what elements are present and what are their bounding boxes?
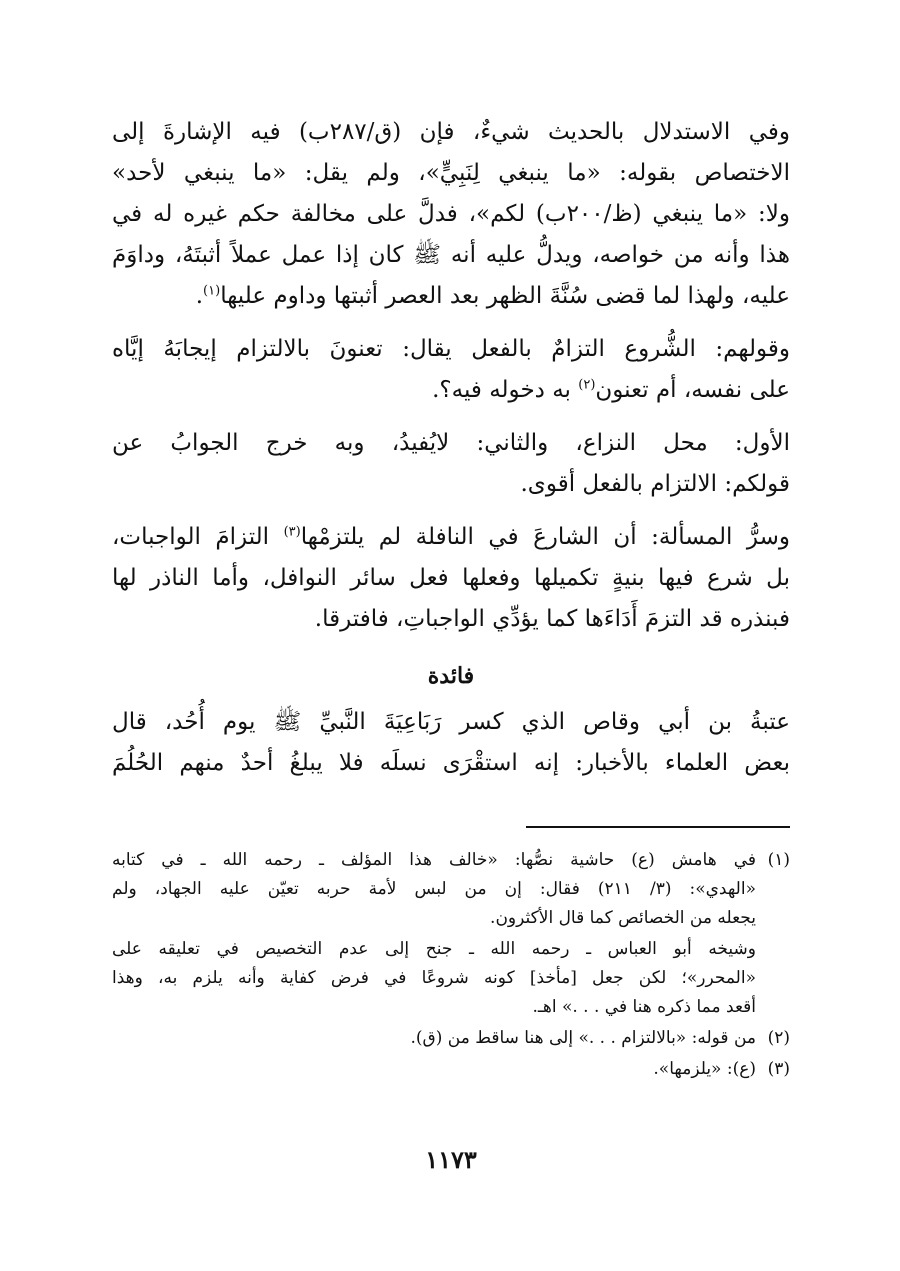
text-line: بل شرع فيها بنيةٍ تكميلها وفعلها فعل سائر النوافل، وأما الناذر لها (112, 565, 790, 591)
text-line: وقولهم: الشُّروع التزامٌ بالفعل يقال: تعنونَ بالالتزام إيجابَهُ إيَّاه (112, 336, 790, 362)
line-text: التزامَ الواجبات، (112, 524, 270, 550)
footnote-number: (١) (767, 850, 790, 870)
book-page (112, 112, 790, 1231)
line-text: به دخوله فيه؟. (432, 377, 571, 403)
text-line (112, 370, 790, 411)
text-line: ولا: «ما ينبغي (ظ/٢٠٠ب) لكم»، فدلَّ على مخالفة حكم غيره له في (112, 201, 790, 227)
footnote-line: يجعله من الخصائص كما قال الأكثرون. (490, 908, 756, 928)
footnote-body (112, 846, 756, 933)
footnote-line: «المحرر»؛ لكن جعل [مأخذ] كونه شروعًا في فرض كفاية وأنه يلزم به، وهذا (112, 968, 756, 988)
footnote-1 (112, 846, 790, 933)
benefit-paragraph (112, 702, 790, 784)
line-text: على نفسه، أم تعنون (595, 377, 790, 403)
page-number: ١١٧٣ (425, 1145, 477, 1174)
footnotes (112, 846, 790, 1086)
footnote-line: وشيخه أبو العباس ـ رحمه الله ـ جنح إلى عدم التخصيص في تعليقه على (112, 939, 756, 959)
text-line: بعض العلماء بالأخبار: إنه استقْرَى نسلَه فلا يبلغُ أحدٌ منهم الحُلُمَ (112, 750, 790, 776)
text-line (112, 276, 790, 317)
line-text: . (195, 283, 204, 309)
footnote-line: أقعد مما ذكره هنا في . . .» اهـ. (532, 997, 756, 1017)
footnote-body (112, 1055, 756, 1084)
paragraph-4 (112, 517, 790, 640)
text-line: وفي الاستدلال بالحديث شيءٌ، فإن (ق/٢٨٧ب) فيه الإشارةَ إلى (112, 119, 790, 145)
text-line: قولكم: الالتزام بالفعل أقوى. (520, 471, 790, 497)
text-line: هذا وأنه من خواصه، ويدلُّ عليه أنه ﷺ كان إذا عمل عملاً أثبتَهُ، وداوَمَ (112, 242, 790, 268)
footnote-ref-3: (٣) (283, 524, 301, 540)
paragraph-2 (112, 329, 790, 411)
footnote-number: (٢) (767, 1028, 790, 1048)
text-line: الأول: محل النزاع، والثاني: لايُفيدُ، وبه خرج الجوابُ عن (112, 430, 790, 456)
text-line: الاختصاص بقوله: «ما ينبغي لِنَبِيٍّ»، ولم يقل: «ما ينبغي لأحد» (112, 160, 790, 186)
footnote-line: في هامش (ع) حاشية نصُّها: «خالف هذا المؤلف ـ رحمه الله ـ في كتابه (112, 850, 756, 870)
footnote-body (112, 1024, 756, 1053)
footnote-1-continuation (112, 935, 756, 1022)
paragraph-1 (112, 112, 790, 317)
footnote-divider (526, 826, 790, 828)
line-text: وسرُّ المسألة: أن الشارعَ في النافلة لم يلتزمْها (300, 524, 791, 550)
section-heading: فائدة (427, 663, 475, 689)
footnote-line: من قوله: «بالالتزام . . .» إلى هنا ساقط من (ق). (410, 1028, 756, 1048)
paragraph-3 (112, 423, 790, 505)
footnote-2 (112, 1024, 790, 1053)
footnote-number: (٣) (767, 1059, 790, 1079)
footnote-line: «الهدي»: (٣/ ٢١١) فقال: إن من لبس لأمة حربه تعيّن عليه الجهاد، ولم (112, 879, 756, 899)
line-text: عليه، ولهذا لما قضى سُنَّةَ الظهر بعد العصر أثبتها وداوم عليها (220, 283, 790, 309)
footnote-ref-1: (١) (203, 283, 221, 299)
text-line: عتبةُ بن أبي وقاص الذي كسر رَبَاعِيَةَ النَّبيِّ ﷺ يوم أُحُد، قال (112, 709, 790, 735)
footnote-3 (112, 1055, 790, 1084)
footnote-line: (ع): «يلزمها». (653, 1059, 756, 1079)
text-line: فبنذره قد التزمَ أَدَاءَها كما يؤدِّي الواجباتِ، فافترقا. (314, 606, 790, 632)
footnote-ref-2: (٢) (578, 377, 596, 393)
text-line (112, 517, 790, 558)
